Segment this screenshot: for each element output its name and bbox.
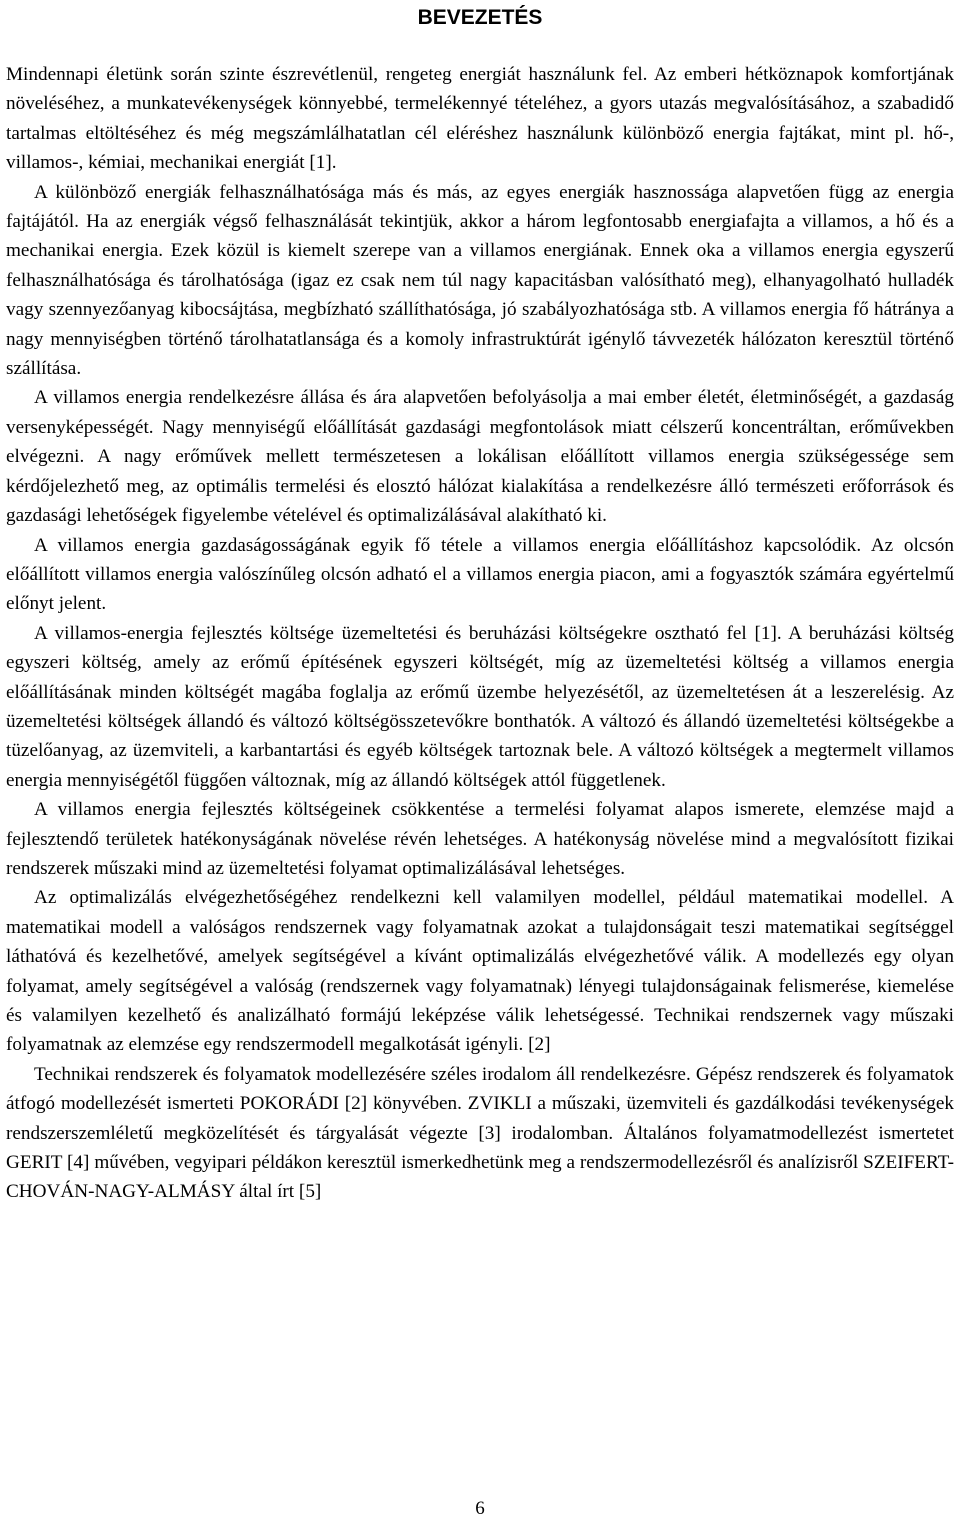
body-text [6, 60, 954, 1207]
paragraph-5: A villamos-energia fejlesztés költsége üzemeltetési és beruházási költségekre osztható fel [1]. A beruházási költség egyszeri költség, amely az erőmű építésének egyszeri költségét, míg az üzemeltetési költség a villamos energia előállításának minden költségét magába foglalja az erőmű üzembe helyezésétől, az üzemeltetésen át a leszerelésig. Az üzemeltetési költségek állandó és változó költségösszetevőkre bonthatók. A változó és állandó üzemeltetési költségekbe a tüzelőanyag, az üzemviteli, a karbantartási és egyéb költségek tartoznak bele. A változó költségek a megtermelt villamos energia mennyiségétől függően változnak, míg az állandó költségek attól függetlenek. [6, 622, 954, 791]
paragraph-6: A villamos energia fejlesztés költségeinek csökkentése a termelési folyamat alapos ismerete, elemzése majd a fejlesztendő területek hatékonyságának növelése révén lehetséges. A hatékonyság növelése mind a megvalósított fizikai rendszerek műszaki mind az üzemeltetési folyamat optimalizálásával lehetséges. [6, 799, 954, 879]
paragraph-1: Mindennapi életünk során szinte észrevétlenül, rengeteg energiát használunk fel. Az emberi hétköznapok komfortjának növeléséhez, a munkatevékenységek könnyebbé, termelékennyé tételéhez, a gyors utazás megvalósításához, a szabadidő tartalmas eltöltéséhez és még megszámlálhatatlan cél eléréshez használunk különböző energia fajtákat, mint pl. hő-, villamos-, kémiai, mechanikai energiát [1]. [6, 64, 954, 174]
paragraph-4: A villamos energia gazdaságosságának egyik fő tétele a villamos energia előállításhoz kapcsolódik. Az olcsón előállított villamos energia valószínűleg olcsón adható el a villamos energia piacon, ami a fogyasztók számára egyértelmű előnyt jelent. [6, 534, 954, 615]
page-number: 6 [475, 1498, 485, 1519]
paragraph-3: A villamos energia rendelkezésre állása és ára alapvetően befolyásolja a mai ember életét, életminőségét, a gazdaság versenyképességét. Nagy mennyiségű előállítását gazdasági megfontolások miatt célszerű koncentráltan, erőművekben elvégezni. A nagy erőművek mellett természetesen a lokálisan előállított villamos energia szükségessége sem kérdőjelezhető meg, az optimális termelési és elosztó hálózat kialakítása a rendelkezésre álló természeti erőforrások és gazdasági lehetőségek figyelembe vételével és optimalizálásával alakítható ki. [6, 387, 954, 527]
paragraph-2: A különböző energiák felhasználhatósága más és más, az egyes energiák hasznossága alapvetően függ az energia fajtájától. Ha az energiák végső felhasználását tekintjük, akkor a három legfontosabb energiafajta a villamos, a hő és a mechanikai energia. Ezek közül is kiemelt szerepe van a villamos energiának. Ennek oka a villamos energia egyszerű felhasználhatósága és tárolhatósága (igaz ez csak nem túl nagy kapacitásban valósítható meg), elhanyagolható hulladék vagy szennyezőanyag kibocsájtása, megbízható szállíthatósága, jó szabályozhatósága stb. A villamos energia fő hátránya a nagy mennyiségben történő tárolhatatlansága és a komoly infrastruktúrát igénylő távvezeték hálózaton keresztül történő szállítása. [6, 181, 954, 380]
paragraph-8: Technikai rendszerek és folyamatok modellezésére széles irodalom áll rendelkezésre. Gépész rendszerek és folyamatok átfogó modellezését ismerteti POKORÁDI [2] könyvében. ZVIKLI a műszaki, üzemviteli és gazdálkodási tevékenységek rendszerszemléletű megközelítését és tárgyalását végezte [3] irodalomban. Általános folyamatmodellezést ismertetet GERIT [4] művében, vegyipari példákon keresztül ismerkedhetünk meg a rendszermodellezésről és analízisről SZEIFERT-CHOVÁN-NAGY-ALMÁSY által írt [5] [6, 1063, 954, 1203]
section-title: BEVEZETÉS [417, 6, 543, 29]
paragraph-7: Az optimalizálás elvégezhetőségéhez rendelkezni kell valamilyen modellel, például matematikai modellel. A matematikai modell a valóságos rendszernek vagy folyamatnak azokat a tulajdonságait teszi matematikai segítséggel láthatóvá és kezelhetővé, amelyek segítségével a kívánt optimalizálás elvégezhetővé válik. A modellezés egy olyan folyamat, amely segítségével a valóság (rendszernek vagy folyamatnak) lényegi tulajdonságainak felismerése, kiemelése és valamilyen kezelhető és analizálható formájú leképzése válik lehetségessé. Technikai rendszernek vagy műszaki folyamatnak az elemzése egy rendszermodell megalkotását igényli. [2] [6, 887, 954, 1056]
